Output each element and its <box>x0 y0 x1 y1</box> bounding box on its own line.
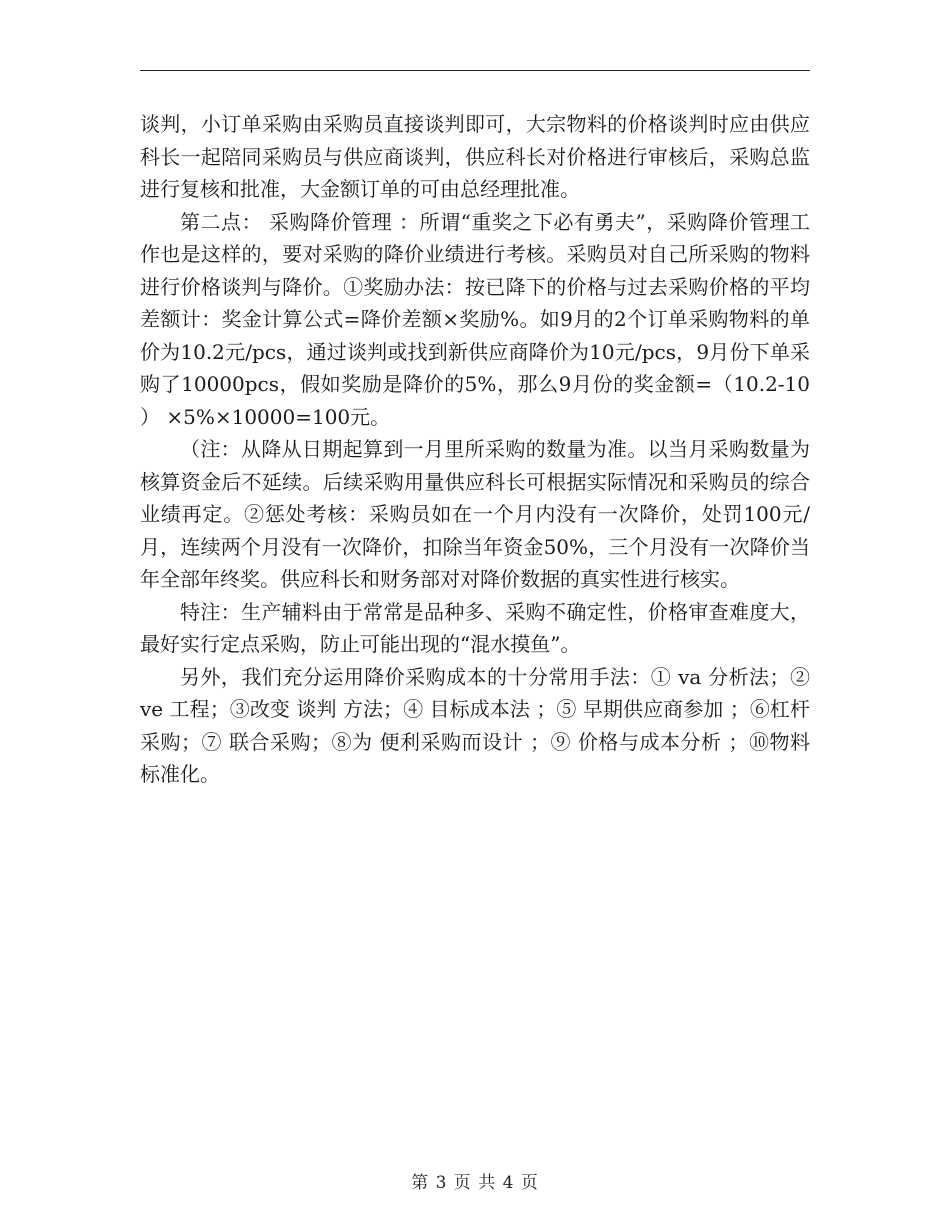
header-rule <box>140 70 810 71</box>
document-body <box>140 108 810 791</box>
paragraph-special-note: 特注：生产辅料由于常常是品种多、采购不确定性，价格审查难度大，最好实行定点采购，防止可能出现的“混水摸鱼”。 <box>140 599 810 656</box>
paragraph-methods: 另外，我们充分运用降价采购成本的十分常用手法：① va 分析法；② ve 工程；③改变 谈判 方法；④ 目标成本法 ；⑤ 早期供应商参加 ；⑥杠杆采购；⑦ 联合采购；⑧为 便利采购而设计 ；⑨ 价格与成本分析 ；⑩物料 标准化。 <box>140 664 810 786</box>
paragraph-note: （注：从降从日期起算到一月里所采购的数量为准。以当月采购数量为核算资金后不延续。后续采购用量供应科长可根据实际情况和采购员的综合业绩再定。②惩处考核：采购员如在一个月内没有一次降价，处罚100元/月，连续两个月没有一次降价，扣除当年资金50%，三个月没有一次降价当年全部年终奖。供应科长和财务部对对降价数据的真实性进行核实。 <box>140 437 810 591</box>
paragraph-price-reduction: 第二点： 采购降价管理 ：所谓“重奖之下必有勇夫”，采购降价管理工作也是这样的，要对采购的降价业绩进行考核。采购员对自己所采购的物料进行价格谈判与降价。①奖励办法：按已降下的价格与过去采购价格的平均差额计：奖金计算公式=降价差额×奖励%。如9月的2个订单采购物料的单价为10.2元/pcs，通过谈判或找到新供应商降价为10元/pcs，9月份下单采购了10000pcs，假如奖励是降价的5%，那么9月份的奖金额=（10.2-10 ） ×5%×10000=100元。 <box>140 209 810 429</box>
paragraph-negotiation: 谈判，小订单采购由采购员直接谈判即可，大宗物料的价格谈判时应由供应科长一起陪同采购员与供应商谈判，供应科长对价格进行审核后，采购总监进行复核和批准，大金额订单的可由总经理批准。 <box>140 112 810 201</box>
page-number: 第 3 页 共 4 页 <box>411 1173 539 1193</box>
